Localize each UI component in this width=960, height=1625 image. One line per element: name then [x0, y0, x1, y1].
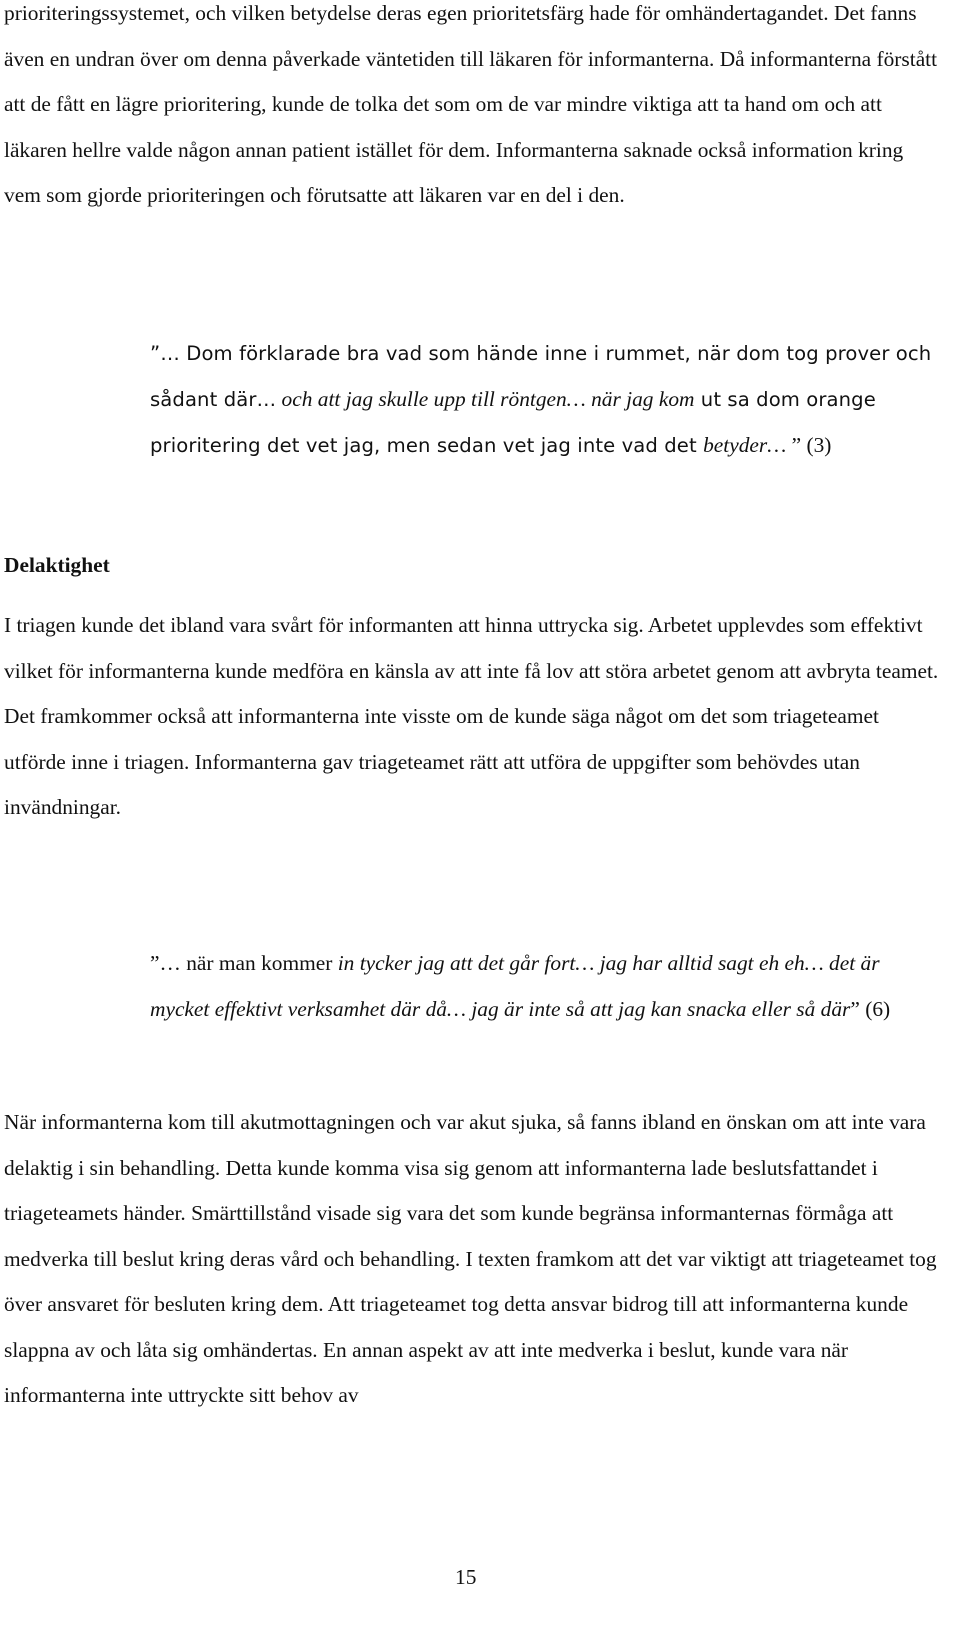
quote-1-open: ”…: [150, 342, 187, 366]
body-paragraph-3: När informanterna kom till akutmottagningen och var akut sjuka, så fanns ibland en önskan om att inte vara delaktig i sin behandling. Detta kunde komma visa sig genom att informanterna lade beslutsfattandet i triageteamets händer. Smärttillstånd visade sig vara det som kunde begränsa informanternas förmåga att medverka till beslut kring deras vård och behandling. I texten framkom att det var viktigt att triageteamet tog över ansvaret för besluten kring dem. Att triageteamet tog detta ansvar bidrog till att informanterna kunde slappna av och låta sig omhändertas. En annan aspekt av att inte medverka i beslut, kunde vara när informanterna inte uttryckte sitt behov av: [4, 1110, 937, 1407]
body-paragraph-2: I triagen kunde det ibland vara svårt för informanten att hinna uttrycka sig. Arbetet upplevdes som effektivt vilket för informanterna kunde medföra en känsla av att inte få lov att störa arbetet genom att avbryta teamet. Det framkommer också att informanterna inte visste om de kunde säga något om det som triageteamet utförde inne i triagen. Informanterna gav triageteamet rätt att utföra de uppgifter som behövdes utan invändningar.: [4, 613, 939, 819]
quote-1-italic-1: och att jag skulle upp till röntgen… när jag kom: [276, 387, 695, 412]
interview-quote-1: [150, 331, 940, 468]
interview-quote-2: [150, 941, 940, 1032]
body-paragraph-1: prioriteringssystemet, och vilken betydelse deras egen prioritetsfärg hade för omhändertagandet. Det fanns även en undran över om denna påverkade väntetiden till läkaren för informanterna. Då informanterna förstått att de fått en lägre prioritering, kunde de tolka det som om de var mindre viktiga att ta hand om och att läkaren hellre valde någon annan patient istället för dem. Informanterna saknade också information kring vem som gjorde prioriteringen och förutsatte att läkaren var en del i den.: [4, 1, 938, 207]
quote-1-text-1: Dom förklarade bra vad som hände inne i rummet, när dom tog prover och sådant där…: [150, 342, 932, 412]
quote-1-close: ” (3): [786, 432, 832, 457]
quote-2-italic: in tycker jag att det går fort… jag har alltid sagt eh eh… det är mycket effektivt verksamhet där då… jag är inte så att jag kan snacka eller så där: [150, 951, 880, 1021]
quote-2-open: ”… när man kommer: [150, 951, 338, 976]
quote-1-text-2: ut sa dom orange prioritering det vet jag, men sedan vet jag inte vad det: [150, 388, 876, 457]
quote-1-italic-2: betyder…: [703, 432, 787, 457]
quote-2-close: ” (6): [850, 996, 891, 1021]
section-heading: Delaktighet: [4, 553, 110, 577]
page-number: 15: [455, 1565, 477, 1589]
